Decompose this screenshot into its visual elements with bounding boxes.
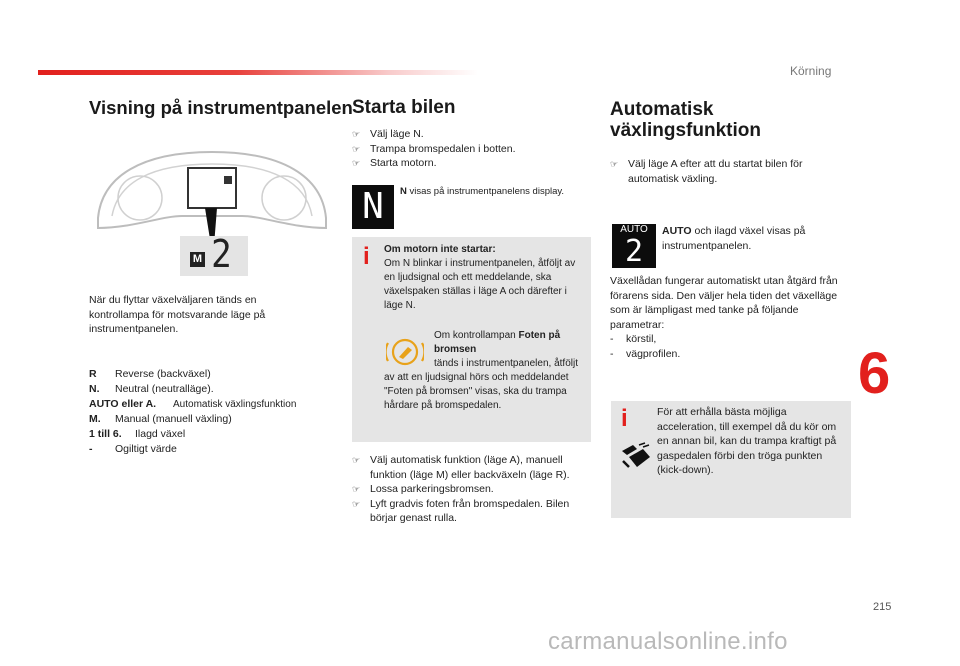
auto-display-label: AUTO <box>620 224 648 235</box>
step-item <box>352 482 592 497</box>
col3-title-line1: Automatisk <box>610 99 714 120</box>
auto-note-strong: AUTO <box>662 225 692 237</box>
col3-title <box>610 99 830 141</box>
legend-value: Reverse (backväxel) <box>115 368 211 380</box>
start-steps-2 <box>352 453 592 526</box>
col1-intro: När du flyttar växelväljaren tänds en kontrollampa för motsvarande läge på instrumentpanelen. <box>89 294 266 335</box>
step-item <box>352 497 592 526</box>
engine-start-info-panel <box>352 237 591 442</box>
warning-text-top <box>434 329 584 357</box>
info-text: Om N blinkar i instrumentpanelen, åtföljt av en ljudsignal och ett meddelande, ska växelspaken ställas i läge A och därefter i läge N. <box>384 258 576 311</box>
kickdown-tip-text: För att erhålla bästa möjliga acceleration, till exempel då du kör om en annan bil, kan du trampa kraftigt på gaspedalen förbi den tröga punkten (kick-down). <box>657 406 837 476</box>
arrow-bullet-icon: ☞ <box>352 484 361 494</box>
step-text: Lyft gradvis foten från bromspedalen. Bilen börjar genast rulla. <box>370 497 570 524</box>
legend-key: N. <box>89 383 100 395</box>
col2-title: Starta bilen <box>352 97 456 118</box>
arrow-bullet-icon: ☞ <box>352 498 361 509</box>
legend-row <box>89 427 329 442</box>
auto-display-icon <box>612 224 656 268</box>
neutral-display-note <box>400 185 595 198</box>
step-text: Välj läge A efter att du startat bilen för automatisk växling. <box>628 158 803 185</box>
info-text-block <box>384 243 584 313</box>
step-item <box>610 157 840 186</box>
legend-row <box>89 397 329 412</box>
legend-value: Neutral (neutralläge). <box>115 383 214 395</box>
step-text: Välj läge N. <box>370 128 424 140</box>
param-item: - vägprofilen. <box>610 347 681 360</box>
chapter-number: 6 <box>858 341 891 406</box>
pedal-foot-icon <box>619 441 653 471</box>
auto-params <box>610 332 810 361</box>
section-label: Körning <box>790 64 832 78</box>
neutral-letter: N <box>400 186 407 197</box>
step-text: Välj automatisk funktion (läge A), manuell funktion (läge M) eller backväxeln (läge R). <box>370 454 570 481</box>
page-number: 215 <box>873 601 892 613</box>
arrow-bullet-icon: ☞ <box>352 158 361 168</box>
warning-text-a: Om kontrollampan <box>434 330 516 341</box>
step-text: Trampa bromspedalen i botten. <box>370 142 516 155</box>
neutral-display-icon <box>352 185 394 229</box>
legend-key: M. <box>89 413 101 425</box>
legend-key: - <box>89 443 93 455</box>
watermark: carmanualsonline.info <box>548 628 788 655</box>
legend-row <box>89 367 329 382</box>
neutral-note-text: visas på instrumentpanelens display. <box>409 186 565 197</box>
gear-digit: 2 <box>211 232 232 276</box>
step-text: Starta motorn. <box>370 157 437 169</box>
auto-steps <box>610 157 840 186</box>
warning-text-bottom: tänds i instrumentpanelen, åtföljt av att en ljudsignal hörs och meddelandet "Foten på bromsen" visas, ska du trampa hårdare på bromspedalen. <box>384 358 578 411</box>
legend-key: R <box>89 368 97 380</box>
kickdown-tip-panel <box>611 401 851 518</box>
info-icon: i <box>621 405 628 432</box>
legend-value: Automatisk växlingsfunktion <box>173 399 297 410</box>
legend-value: Manual (manuell växling) <box>115 413 232 425</box>
legend-key: 1 till 6. <box>89 428 122 440</box>
start-steps <box>352 127 587 171</box>
auto-paragraph: Växellådan fungerar automatiskt utan åtgärd från förarens sida. Den väljer hela tiden det växelläge som är lämpligast med tanke på följande parametrar: <box>610 275 838 331</box>
step-item <box>352 156 587 171</box>
step-item <box>352 453 592 482</box>
legend-row <box>89 382 329 397</box>
auto-display-note <box>662 224 842 253</box>
info-icon: i <box>363 243 370 270</box>
warning-lamp-name: Foten på bromsen <box>434 330 561 355</box>
arrow-bullet-icon: ☞ <box>352 455 361 465</box>
legend-value: Ogiltigt värde <box>115 443 177 455</box>
header-accent-bar <box>38 70 478 75</box>
step-item <box>352 142 587 157</box>
col3-title-line2: växlingsfunktion <box>610 120 761 141</box>
info-heading: Om motorn inte startar: <box>384 244 496 255</box>
arrow-bullet-icon: ☞ <box>352 129 361 139</box>
gear-mode-letter: M <box>190 252 205 267</box>
step-text: Lossa parkeringsbromsen. <box>370 483 494 495</box>
legend-key: AUTO eller A. <box>89 398 157 410</box>
auto-display-digit: 2 <box>624 234 644 269</box>
auto-note-text: och ilagd växel visas på instrumentpanelen. <box>662 225 806 252</box>
gear-legend <box>89 367 329 457</box>
col1-title: Visning på instrumentpanelen <box>89 97 353 118</box>
gear-display-zoom <box>180 232 248 276</box>
legend-value: Ilagd växel <box>135 428 186 440</box>
neutral-glyph: N <box>362 186 384 227</box>
legend-row <box>89 412 329 427</box>
legend-row <box>89 442 329 457</box>
arrow-bullet-icon: ☞ <box>610 159 619 169</box>
step-item <box>352 127 587 142</box>
arrow-bullet-icon: ☞ <box>352 143 361 154</box>
param-item: - körstil, <box>610 333 657 345</box>
